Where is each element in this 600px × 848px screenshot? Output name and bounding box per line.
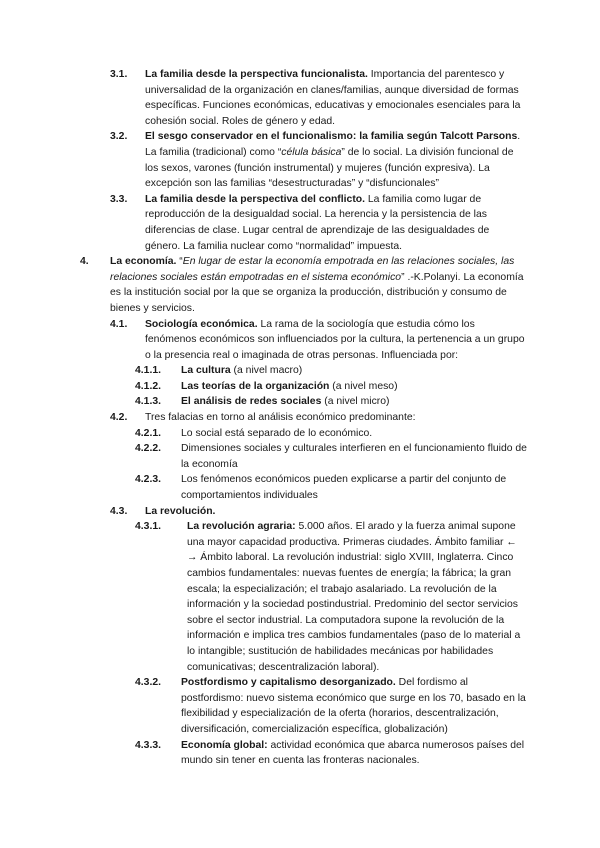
section-body: Dimensiones sociales y culturales interfieren en el funcionamiento fluido de la economía	[181, 443, 527, 470]
section-4-3-1	[0, 519, 600, 675]
section-number: 4.3.1.	[135, 521, 161, 533]
section-body: Importancia del parentesco y universalidad de la organización en clanes/familias, aunque diversidad de formas específicas. Funciones económicas, educativas y emocionales esenciales para la cohesión social. Roles de género y edad.	[145, 69, 521, 127]
section-number: 4.1.1.	[135, 365, 161, 377]
section-number: 3.1.	[110, 69, 128, 80]
section-text	[181, 363, 527, 379]
document-page	[0, 67, 600, 769]
section-text	[181, 738, 527, 769]
section-number: 4.3.	[110, 505, 128, 517]
section-number: 4.2.	[110, 412, 128, 424]
section-body: ” .-K.Polanyi. La economía es la institución social por la que se organiza la producción, distribución y consumo de bienes y servicios.	[110, 271, 524, 314]
section-number: 3.3.	[110, 193, 128, 205]
section-text	[145, 410, 527, 426]
section-4-2-3	[0, 472, 600, 503]
section-4-2-1	[0, 426, 600, 442]
section-text	[181, 379, 527, 395]
section-number: 4.2.2.	[135, 443, 161, 455]
section-4-1-2	[0, 379, 600, 395]
section-text	[181, 472, 527, 503]
italic-quote: célula básica	[281, 146, 342, 158]
section-body: . La familia (tradicional) como “	[145, 131, 521, 158]
section-body: actividad económica que abarca numerosos países del mundo sin tener en cuenta las fronteras nacionales.	[181, 739, 525, 767]
section-body: Tres falacias en torno al análisis económico predominante:	[145, 412, 416, 424]
section-3-3	[0, 192, 600, 254]
section-title: La familia desde la perspectiva del conflicto.	[145, 193, 366, 205]
section-4-3-3	[0, 738, 600, 769]
section-text	[181, 675, 527, 737]
section-body: (a nivel micro)	[321, 396, 390, 408]
section-text	[145, 504, 527, 520]
section-body: La rama de la sociología que estudia cómo los fenómenos económicos son influenciados por la cultura, la pertenencia a un grupo o la presencia real o imaginada de otras personas. Influenciada por:	[145, 318, 525, 361]
section-title: La cultura	[181, 365, 231, 377]
quote-open: “	[176, 256, 183, 268]
section-body: Los fenómenos económicos pueden explicarse a partir del conjunto de comportamientos individuales	[181, 474, 507, 502]
section-4	[0, 254, 600, 316]
section-3-2	[0, 129, 600, 191]
section-title: La revolución agraria:	[187, 521, 296, 533]
section-text	[145, 67, 527, 129]
section-text	[145, 192, 527, 254]
section-number: 4.2.1.	[135, 427, 161, 439]
section-text	[181, 441, 527, 472]
section-number: 4.1.3.	[135, 396, 161, 408]
section-body: ” de lo social. La división funcional de los sexos, varones (función instrumental) y mujeres (función expresiva). La excepción son las familias “desestructuradas” y “disfuncionales”	[145, 146, 514, 190]
section-4-2-2	[0, 441, 600, 472]
section-text	[181, 394, 527, 410]
section-text	[181, 426, 527, 442]
section-4-1-3	[0, 394, 600, 410]
section-4-1-1	[0, 363, 600, 379]
section-text	[145, 129, 527, 191]
section-body: (a nivel meso)	[329, 380, 398, 392]
section-4-3	[0, 504, 600, 520]
section-number: 3.2.	[110, 131, 128, 143]
section-text	[145, 317, 527, 364]
section-body: 5.000 años. El arado y la fuerza animal supone una mayor capacidad productiva. Primeras ciudades. Ámbito familiar ← → Ámbito laboral. La revolución industrial: siglo XVIII, Inglaterra. Cinco cambios fundamentales: nuevas fuentes de energía; la fábrica; la gran escala; la especialización; el trabajo asalariado. La revolución de la información y la sociedad postindustrial. Predominio del sector servicios sobre el sector industrial. La computadora supone la revolución de la información e implica tres cambios fundamentales (paso de lo material a lo intangible; sustitución de habilidades mecánicas por habilidades comunicativas; descentralización laboral).	[187, 521, 521, 673]
section-text	[187, 519, 527, 675]
section-title: La revolución.	[145, 505, 216, 517]
section-number: 4.3.2.	[135, 677, 161, 689]
section-text	[110, 254, 527, 316]
italic-quote: En lugar de estar la economía empotrada en las relaciones sociales, las relaciones sociales están empotradas en el sistema económico	[110, 256, 515, 283]
section-title: La economía.	[110, 256, 177, 268]
section-body: La familia como lugar de reproducción de la desigualdad social. La herencia y la persistencia de las diferencias de clase. Lugar central de aprendizaje de las desigualdades de género. La familia nuclear como “normalidad” impuesta.	[145, 193, 490, 252]
section-body: (a nivel macro)	[230, 365, 303, 377]
section-title: La familia desde la perspectiva funcionalista.	[145, 69, 368, 80]
section-number: 4.3.3.	[135, 739, 161, 751]
section-title: Postfordismo y capitalismo desorganizado.	[181, 677, 396, 689]
section-4-3-2	[0, 675, 600, 737]
section-title: Las teorías de la organización	[181, 380, 330, 392]
section-4-2	[0, 410, 600, 426]
section-title: Economía global:	[181, 739, 268, 751]
section-4-1	[0, 317, 600, 364]
section-body: Lo social está separado de lo económico.	[181, 427, 373, 439]
section-number: 4.1.	[110, 318, 128, 330]
section-body: Del fordismo al postfordismo: nuevo sistema económico que surge en los 70, basado en la flexibilidad y especialización de la oferta (horarios, descentralización, diversificación, comercialización específica, globalización)	[181, 677, 526, 735]
section-title: Sociología económica.	[145, 318, 258, 330]
section-title: El análisis de redes sociales	[181, 396, 322, 408]
section-title: El sesgo conservador en el funcionalismo: la familia según Talcott Parsons	[145, 131, 518, 143]
section-number: 4.	[80, 256, 89, 268]
section-number: 4.1.2.	[135, 380, 161, 392]
section-number: 4.2.3.	[135, 474, 161, 486]
section-3-1	[0, 67, 600, 129]
